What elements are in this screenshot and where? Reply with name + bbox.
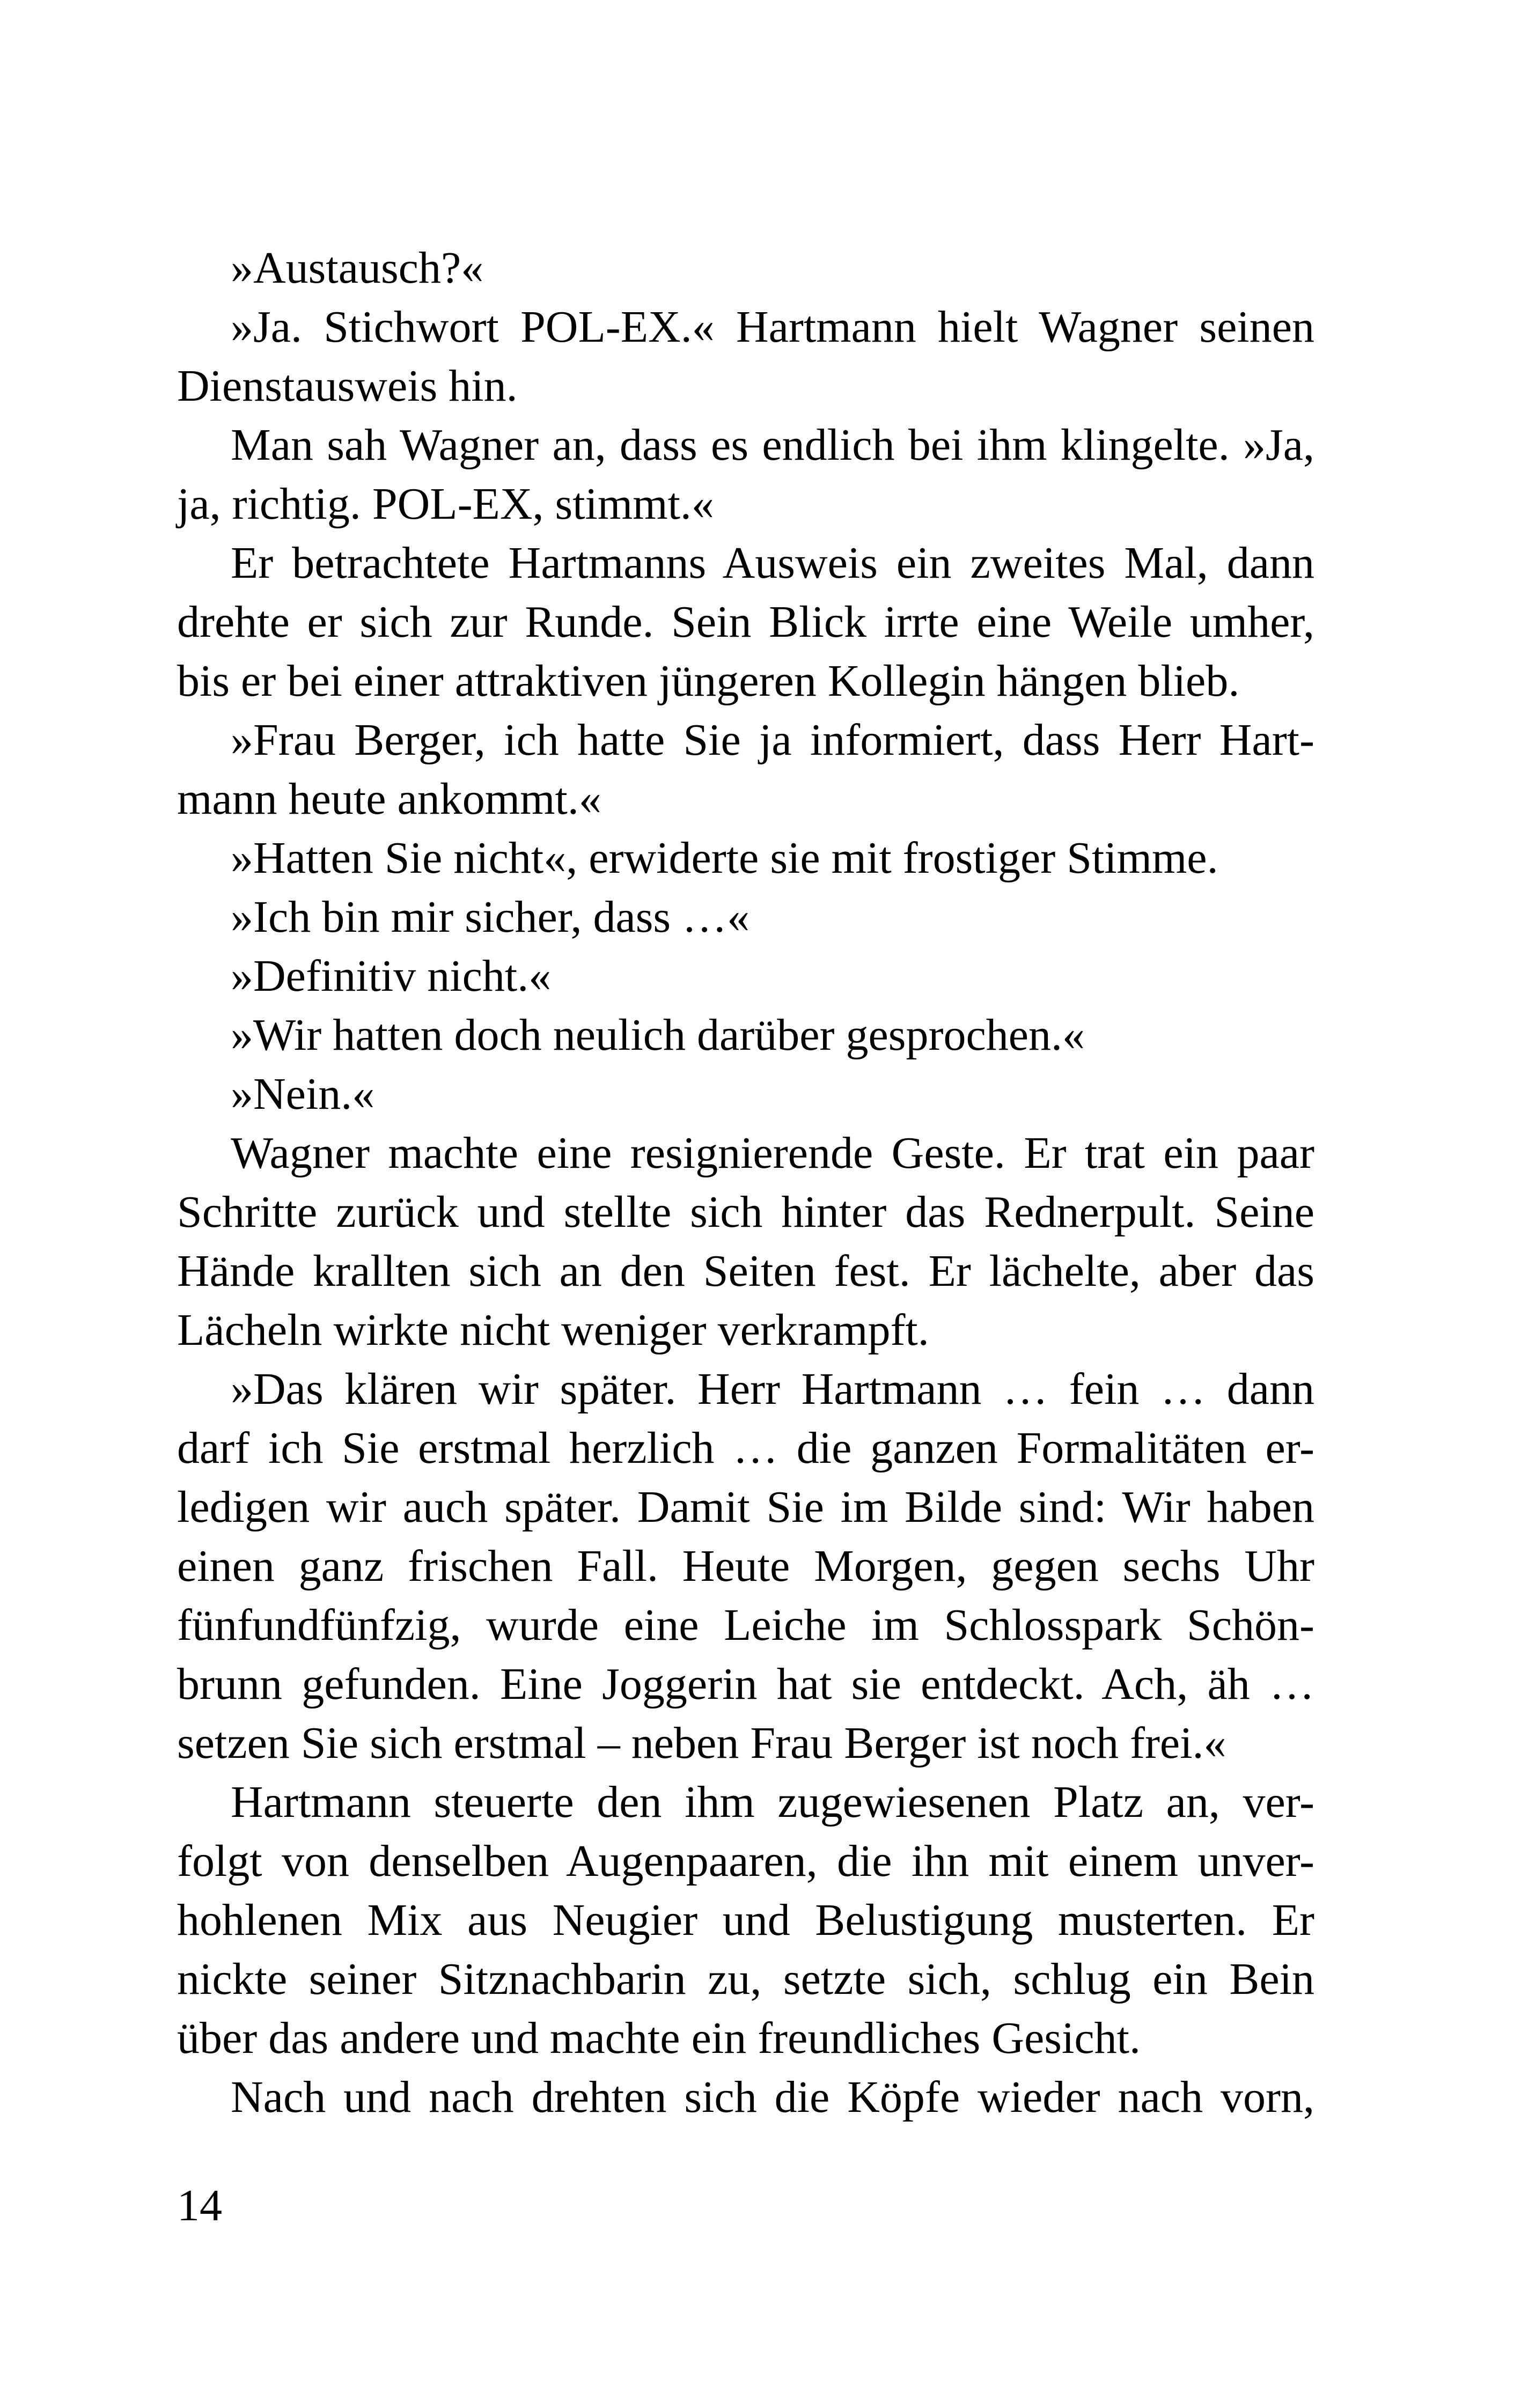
text-block bbox=[177, 239, 1314, 2127]
text-line: »Nein.« bbox=[231, 1069, 375, 1119]
text-line: Man sah Wagner an, dass es endlich bei ihm klingelte. »Ja, bbox=[231, 420, 1314, 470]
text-line: darf ich Sie erstmal herzlich … die ganzen Formalitäten er- bbox=[177, 1423, 1314, 1473]
text-line: über das andere und machte ein freundliches Gesicht. bbox=[177, 2013, 1141, 2063]
text-line: »Definitiv nicht.« bbox=[231, 951, 552, 1001]
text-line: »Ja. Stichwort POL-EX.« Hartmann hielt Wagner seinen bbox=[231, 302, 1314, 352]
text-line: »Das klären wir später. Herr Hartmann … fein … dann bbox=[231, 1364, 1314, 1414]
text-line: »Hatten Sie nicht«, erwiderte sie mit frostiger Stimme. bbox=[231, 833, 1218, 883]
text-line: Lächeln wirkte nicht weniger verkrampft. bbox=[177, 1305, 929, 1355]
text-line: »Ich bin mir sicher, dass …« bbox=[231, 892, 750, 942]
text-line: drehte er sich zur Runde. Sein Blick irrte eine Weile umher, bbox=[177, 597, 1314, 647]
text-line: einen ganz frischen Fall. Heute Morgen, gegen sechs Uhr bbox=[177, 1541, 1314, 1591]
text-line: fünfundfünfzig, wurde eine Leiche im Schlosspark Schön- bbox=[177, 1600, 1314, 1650]
text-line: »Frau Berger, ich hatte Sie ja informiert, dass Herr Hart- bbox=[231, 715, 1314, 765]
text-line: bis er bei einer attraktiven jüngeren Kollegin hängen blieb. bbox=[177, 656, 1240, 706]
text-line: Wagner machte eine resignierende Geste. Er trat ein paar bbox=[231, 1128, 1314, 1178]
text-line: hohlenen Mix aus Neugier und Belustigung musterten. Er bbox=[177, 1895, 1314, 1945]
text-line: Dienstausweis hin. bbox=[177, 361, 518, 411]
text-line: »Wir hatten doch neulich darüber gesprochen.« bbox=[231, 1010, 1085, 1060]
text-line: folgt von denselben Augenpaaren, die ihn mit einem unver- bbox=[177, 1836, 1314, 1886]
text-line: Er betrachtete Hartmanns Ausweis ein zweites Mal, dann bbox=[231, 538, 1314, 588]
text-line: brunn gefunden. Eine Joggerin hat sie entdeckt. Ach, äh … bbox=[177, 1659, 1314, 1709]
text-line: Hartmann steuerte den ihm zugewiesenen Platz an, ver- bbox=[231, 1777, 1314, 1827]
text-line: »Austausch?« bbox=[231, 243, 484, 293]
page-number: 14 bbox=[177, 2181, 222, 2230]
text-line: mann heute ankommt.« bbox=[177, 774, 601, 824]
text-line: setzen Sie sich erstmal – neben Frau Berger ist noch frei.« bbox=[177, 1718, 1226, 1768]
text-line: ledigen wir auch später. Damit Sie im Bilde sind: Wir haben bbox=[177, 1482, 1314, 1532]
text-line: Nach und nach drehten sich die Köpfe wieder nach vorn, bbox=[231, 2072, 1314, 2122]
text-line: Schritte zurück und stellte sich hinter das Rednerpult. Seine bbox=[177, 1187, 1314, 1237]
text-line: ja, richtig. POL-EX, stimmt.« bbox=[177, 479, 714, 529]
text-line: nickte seiner Sitznachbarin zu, setzte sich, schlug ein Bein bbox=[177, 1954, 1314, 2004]
text-line: Hände krallten sich an den Seiten fest. Er lächelte, aber das bbox=[177, 1246, 1314, 1296]
